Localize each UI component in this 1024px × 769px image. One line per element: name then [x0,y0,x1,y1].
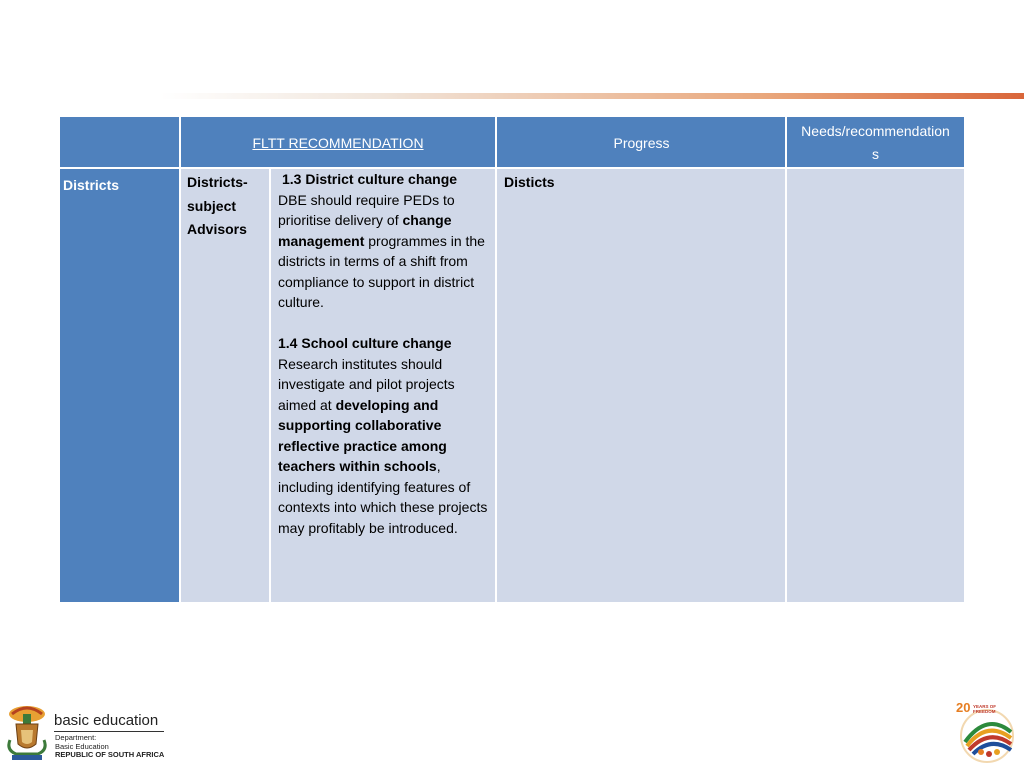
needs-cell [787,169,964,602]
role-line-3: Advisors [187,221,247,237]
logo-title: basic education [54,712,159,729]
recommendation-1 [278,169,493,313]
badge-text: YEARS OF FREEDOM [973,704,997,714]
column-divider [269,169,271,602]
recommendation-1-text: DBE should require PEDs to prioritise delivery of change management programmes in the districts in terms of a shift from compliance to support in district culture. [278,191,485,310]
role-cell [180,169,269,602]
freedom-anniversary-logo [955,702,1017,764]
header-fltt-label: FLTT RECOMMENDATION [252,135,424,151]
logo-divider [54,731,164,732]
column-divider [495,117,497,602]
recommendation-1-title: 1.3 District culture change [282,171,458,187]
recommendation-2-title: 1.4 School culture change [278,335,452,351]
recommendation-table [60,117,964,602]
recommendation-2 [278,333,493,538]
column-divider [785,117,787,602]
coat-of-arms-icon [2,700,52,762]
recommendation-2-text: Research institutes should investigate and pilot projects aimed at developing and supporting collaborative reflective practice among teachers within schools, including identifying features of contexts into which these projects may profitably be introduced. [278,355,488,536]
stakeholder-cell: Districts [60,169,179,602]
recommendations-cell [270,169,496,602]
header-needs-line1: Needs/recommendation [801,123,950,139]
badge-number: 20 [956,700,971,715]
header-needs-recommendations [787,117,964,167]
title-divider-bar [160,93,1024,99]
header-fltt-recommendation [180,117,496,167]
header-stakeholder-cell [60,117,179,167]
header-needs-line2: s [872,146,879,162]
column-divider [179,117,181,602]
logo-subtitle: Department: Basic Education REPUBLIC OF SOUTH AFRICA [55,733,165,759]
role-line-2: subject [187,197,237,214]
role-line-1: Districts- [187,174,248,190]
progress-cell: Disticts [497,169,786,602]
header-progress: Progress [497,117,786,167]
header-divider [60,167,964,169]
